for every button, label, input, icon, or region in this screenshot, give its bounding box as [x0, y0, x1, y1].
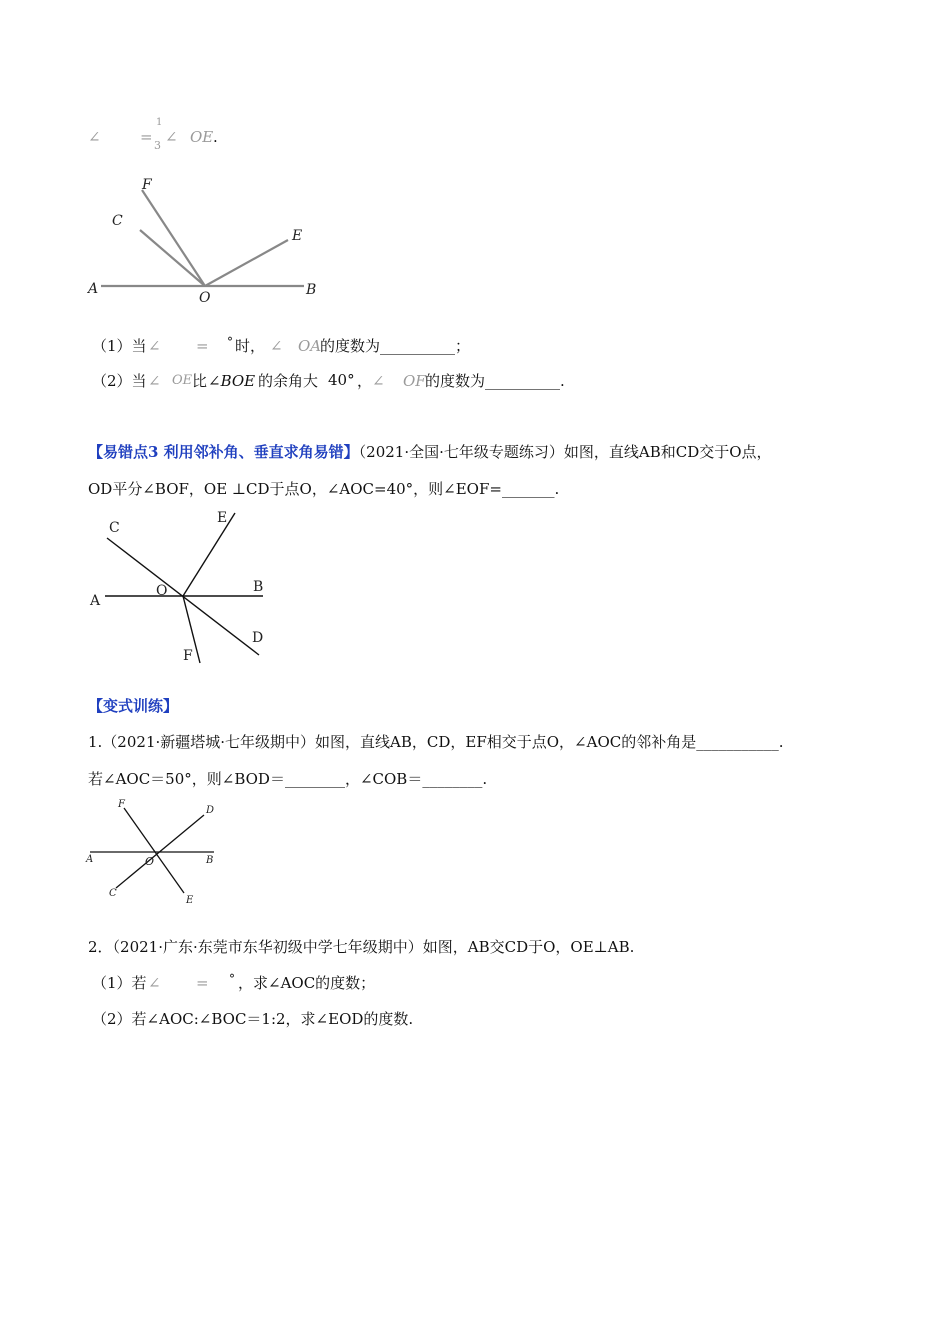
fig1-label-o: O	[199, 290, 211, 305]
fig1-ray-of	[142, 190, 205, 286]
problem2-sub1-equals: =	[196, 974, 209, 992]
fig2-label-b: B	[253, 579, 264, 595]
section3-line1: （2021·全国·七年级专题练习）如图，直线AB和CD交于O点，	[358, 443, 772, 461]
section3-heading	[88, 442, 772, 462]
fig3-label-b: B	[206, 855, 214, 866]
section3-line2: OD平分∠BOF，OE ⊥CD于点O，∠AOC=40°，则∠EOF=_______.	[88, 480, 560, 498]
problem2-sub2: （2）若∠AOC:∠BOC＝1:2，求∠EOD的度数.	[92, 1010, 414, 1028]
formula-name-2: OE	[190, 128, 214, 146]
variant-problem1-line1: 1.（2021·新疆塔城·七年级期中）如图，直线AB，CD，EF相交于点O，∠AOC的邻补角是___________.	[88, 733, 784, 751]
q1-part1-angle: ∠	[148, 337, 161, 355]
q1-part1-name-2: OA	[298, 337, 322, 355]
section3-tag: 【易错点3 利用邻补角、垂直求角易错】	[88, 443, 359, 461]
fig3-label-f: F	[118, 799, 125, 810]
fig1-label-a: A	[88, 281, 99, 297]
q1-part2-boe: ∠BOE	[208, 372, 256, 390]
fig3-line-ef	[124, 808, 184, 893]
problem2-sub1-angle: ∠	[148, 974, 161, 992]
fig2-label-f: F	[183, 648, 193, 664]
q1-part2-suffix: 的度数为__________.	[425, 372, 565, 390]
q1-part2-comma: ，	[357, 372, 373, 390]
q1-part1-equals: =	[196, 337, 209, 355]
problem2-sub1-degree: °	[229, 972, 235, 986]
fig2-label-d: D	[252, 630, 264, 646]
formula-angle-1: ∠	[88, 128, 101, 146]
fig3-label-c: C	[109, 888, 117, 899]
q1-part1-when: 时，	[235, 337, 266, 355]
problem2-sub1-prefix: （1）若	[92, 974, 147, 992]
formula-angle-2: ∠	[165, 128, 178, 146]
q1-part1-angle-2: ∠	[270, 337, 283, 355]
q1-part2-value: 40°	[328, 371, 355, 389]
fig3-label-d: D	[206, 805, 215, 816]
fig2-label-c: C	[109, 520, 120, 536]
formula-equals: =	[140, 128, 153, 146]
fig2-label-o: O	[156, 583, 168, 599]
q1-part1-prefix: （1）当	[92, 337, 147, 355]
fig2-label-a: A	[90, 593, 101, 609]
formula-fraction-numerator: 1	[156, 117, 163, 128]
q1-part2-name: OE	[172, 373, 193, 388]
problem2-line1: 2．（2021·广东·东莞市东华初级中学七年级期中）如图，AB交CD于O，OE⊥AB.	[88, 938, 635, 956]
fig2-label-e: E	[217, 510, 228, 526]
formula-end: .	[213, 128, 218, 146]
q1-part2-mid: 的余角大	[258, 372, 319, 390]
fig1-label-f: F	[142, 177, 152, 193]
problem2-sub1-suffix: ，求∠AOC的度数；	[238, 974, 376, 992]
formula-fraction-denominator: 3	[154, 139, 161, 152]
fig1-label-e: E	[292, 228, 303, 244]
q1-part2-than: 比	[192, 372, 208, 390]
figure-3	[80, 795, 225, 910]
q1-part1-suffix: 的度数为__________；	[320, 337, 471, 355]
q1-part2-name-2: OF	[403, 372, 426, 390]
fig1-ray-oe	[205, 240, 288, 286]
q1-part2-prefix: （2）当	[92, 372, 147, 390]
variant-problem1-line2: 若∠AOC＝50°，则∠BOD＝________，∠COB＝________.	[88, 770, 488, 788]
figure-2	[85, 505, 285, 670]
variant-tag: 【变式训练】	[88, 697, 179, 715]
figure-1	[80, 170, 330, 305]
fig3-label-o: O	[145, 855, 155, 868]
fig1-label-c: C	[112, 213, 123, 229]
q1-part2-angle: ∠	[148, 372, 161, 390]
fig1-label-b: B	[306, 282, 317, 298]
q1-part2-angle-2: ∠	[372, 372, 385, 390]
fig3-label-a: A	[86, 854, 94, 865]
fig3-label-e: E	[186, 895, 194, 906]
q1-part1-degree: °	[227, 335, 233, 349]
